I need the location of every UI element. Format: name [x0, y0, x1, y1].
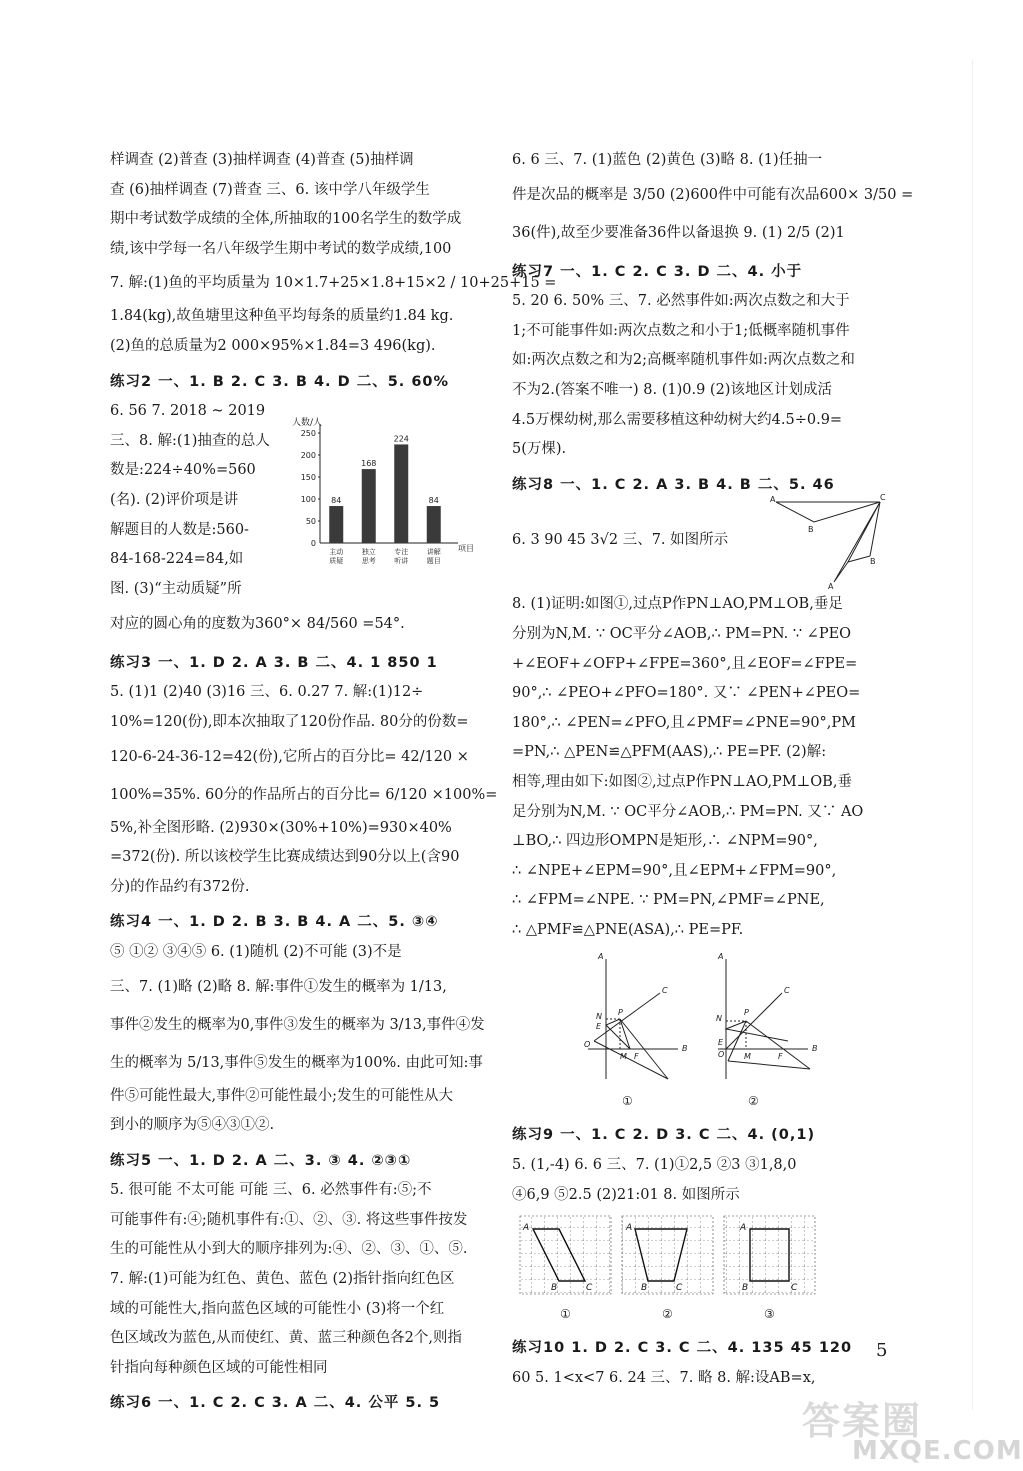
watermark-logo: 答案圈: [802, 1399, 923, 1443]
bar: [427, 506, 441, 543]
text-line: 色区域改为蓝色,从而使红、黄、蓝三种颜色各2个,则指: [110, 1330, 462, 1347]
y-axis-label: 人数/人: [292, 417, 323, 428]
svg-text:O: O: [718, 1050, 725, 1060]
text-line: 60 5. 1<x<7 6. 24 三、7. 略 8. 解:设AB=x,: [512, 1369, 816, 1386]
figure-label: ①: [622, 1094, 633, 1109]
svg-text:P: P: [744, 1008, 749, 1018]
y-tick-label: 250: [300, 428, 316, 438]
bar-value-label: 84: [331, 495, 342, 505]
category-label: 专注: [394, 547, 409, 556]
figure-label: ②: [748, 1094, 759, 1109]
text-line: 5. (1)1 (2)40 (3)16 三、6. 0.27 7. 解:(1)12÷: [110, 684, 424, 701]
svg-text:F: F: [778, 1052, 783, 1062]
grid-label: ③: [764, 1307, 775, 1322]
exercise-heading: 练习8 一、1. C 2. A 3. B 4. B 二、5. 46: [512, 476, 835, 493]
text-line: 6. 3 90 45 3√2 三、7. 如图所示: [512, 532, 729, 549]
text-line: 7. 解:(1)可能为红色、黄色、蓝色 (2)指针指向红色区: [110, 1271, 455, 1288]
text-line: 三、7. (1)略 (2)略 8. 解:事件①发生的概率为 1/13,: [110, 978, 447, 995]
grid-figures: [512, 1210, 886, 1328]
svg-text:N: N: [596, 1012, 602, 1022]
exercise-heading: 练习7 一、1. C 2. C 3. D 二、4. 小于: [512, 263, 803, 280]
svg-text:C: C: [662, 986, 668, 996]
svg-text:M: M: [620, 1052, 627, 1062]
exercise-heading: 练习9 一、1. C 2. D 3. C 二、4. (0,1): [512, 1127, 816, 1144]
text-line: +∠EOF+∠OFP+∠FPE=360°,且∠EOF=∠FPE=: [512, 655, 858, 672]
bar: [362, 469, 376, 543]
exercise-heading: 练习6 一、1. C 2. C 3. A 二、4. 公平 5. 5: [110, 1395, 441, 1412]
text-line: 84-168-224=84,如: [110, 551, 244, 568]
exercise-heading: 练习2 一、1. B 2. C 3. B 4. D 二、5. 60%: [110, 373, 450, 390]
svg-text:M: M: [744, 1052, 751, 1062]
svg-text:E: E: [596, 1022, 602, 1032]
text-line: 件是次品的概率是 3/50 (2)600件中可能有次品600× 3/50 =: [512, 186, 914, 203]
text-line: ∴ ∠NPE+∠EPM=90°,且∠EPM+∠FPM=90°,: [512, 862, 837, 879]
text-line: ∴ △PMF≌△PNE(ASA),∴ PE=PF.: [512, 921, 744, 938]
text-line: ⑤ ①② ③④⑤ 6. (1)随机 (2)不可能 (3)不是: [110, 943, 402, 960]
svg-text:N: N: [716, 1014, 722, 1024]
text-line: 120-6-24-36-12=42(份),它所占的百分比= 42/120 ×: [110, 748, 469, 765]
text-line: 8. (1)证明:如图①,过点P作PN⊥AO,PM⊥OB,垂足: [512, 596, 843, 613]
svg-text:A: A: [828, 582, 834, 592]
text-line: 三、8. 解:(1)抽查的总人: [110, 432, 270, 449]
text-line: 样调查 (2)普查 (3)抽样调查 (4)普查 (5)抽样调: [110, 152, 414, 168]
text-line: 5(万棵).: [512, 441, 567, 458]
svg-text:C: C: [880, 493, 886, 503]
text-line: 事件②发生的概率为0,事件③发生的概率为 3/13,事件④发: [110, 1016, 485, 1033]
grid-label: ②: [662, 1307, 673, 1322]
text-line: 5. 很可能 不太可能 可能 三、6. 必然事件有:⑤;不: [110, 1182, 432, 1199]
category-label: 主动: [329, 547, 344, 556]
text-line: 到小的顺序为⑤④③①②.: [110, 1117, 275, 1134]
text-line: 5. 20 6. 50% 三、7. 必然事件如:两次点数之和大于: [512, 293, 850, 310]
grid-label: ①: [560, 1307, 571, 1322]
text-line: 6. 56 7. 2018 ~ 2019: [110, 403, 266, 420]
text-line: 件⑤可能性最大,事件②可能性最小;发生的可能性从大: [110, 1087, 453, 1104]
svg-text:B: B: [808, 525, 814, 535]
svg-text:B: B: [812, 1044, 818, 1054]
text-line: 1;不可能事件如:两次点数之和小于1;低概率随机事件: [512, 322, 850, 339]
svg-text:A: A: [598, 952, 604, 962]
exercise-heading: 练习4 一、1. D 2. B 3. B 4. A 二、5. ③④: [110, 914, 439, 931]
bar: [394, 444, 408, 543]
text-line: 数是:224÷40%=560: [110, 462, 256, 479]
text-line: 解题目的人数是:560-: [110, 521, 249, 538]
svg-text:F: F: [634, 1052, 639, 1062]
text-line: 域的可能性大,指向蓝色区域的可能性小 (3)将一个红: [110, 1300, 445, 1317]
y-tick-label: 150: [300, 472, 316, 482]
text-line: 6. 6 三、7. (1)蓝色 (2)黄色 (3)略 8. (1)任抽一: [512, 152, 823, 168]
bar: [329, 506, 343, 543]
text-line: 针指向每种颜色区域的可能性相同: [110, 1359, 328, 1376]
triangle-figure-section: [512, 493, 886, 592]
text-line: 5. (1,-4) 6. 6 三、7. (1)①2,5 ②3 ③1,8,0: [512, 1157, 797, 1174]
category-label: 独立: [361, 547, 376, 556]
text-line: (名). (2)评价项是讲: [110, 491, 239, 508]
svg-text:P: P: [618, 1008, 623, 1018]
category-label: 质疑: [329, 556, 344, 565]
text-line: ⊥BO,∴ 四边形OMPN是矩形,∴ ∠NPM=90°,: [512, 833, 818, 850]
text-line: 如:两次点数之和为2;高概率随机事件如:两次点数之和: [512, 352, 855, 369]
bar-value-label: 168: [361, 458, 377, 468]
text-line: 绩,该中学每一名八年级学生期中考试的数学成绩,100: [110, 240, 452, 257]
svg-text:O: O: [584, 1040, 591, 1050]
text-line: 5%,补全图形略. (2)930×(30%+10%)=930×40%: [110, 819, 452, 836]
category-label: 思考: [361, 556, 376, 565]
svg-text:A: A: [770, 495, 776, 505]
category-label: 题目: [426, 556, 441, 565]
exercise-heading: 练习5 一、1. D 2. A 二、3. ③ 4. ②③①: [110, 1152, 412, 1169]
text-line: 90°,∴ ∠PEO+∠PFO=180°. 又∵ ∠PEN+∠PEO=: [512, 685, 861, 702]
category-label: 讲解: [426, 547, 441, 556]
text-line: 36(件),故至少要准备36件以备退换 9. (1) 2/5 (2)1: [512, 224, 845, 241]
text-line: 100%=35%. 60分的作品所占的百分比= 6/120 ×100%=: [110, 786, 498, 803]
angle-figures: [512, 945, 886, 1115]
category-label: 听讲: [394, 556, 409, 565]
text-line: 生的概率为 5/13,事件⑤发生的概率为100%. 由此可知:事: [110, 1054, 483, 1071]
bar-value-label: 224: [393, 434, 409, 444]
svg-text:B: B: [551, 1283, 558, 1294]
svg-text:A: A: [523, 1223, 530, 1234]
svg-text:C: C: [676, 1283, 683, 1294]
text-line: =372(份). 所以该校学生比赛成绩达到90分以上(含90: [110, 849, 460, 866]
svg-text:E: E: [718, 1038, 724, 1048]
right-column: [512, 146, 914, 1393]
svg-text:B: B: [870, 557, 876, 567]
text-line: 分)的作品约有372份.: [110, 878, 250, 895]
triangle-diagram: [770, 494, 886, 590]
grid-diagrams: [518, 1214, 818, 1326]
text-line: 足分别为N,M. ∵ OC平分∠AOB,∴ PM=PN. 又∵ AO: [512, 803, 864, 820]
chart-section: [110, 417, 474, 605]
text-line: 相等,理由如下:如图②,过点P作PN⊥AO,PM⊥OB,垂: [512, 773, 852, 790]
x-axis-label: 项目: [458, 543, 474, 553]
svg-text:C: C: [784, 986, 790, 996]
exercise-heading: 练习3 一、1. D 2. A 3. B 二、4. 1 850 1: [110, 654, 438, 671]
text-line: 10%=120(份),即本次抽取了120份作品. 80分的份数=: [110, 713, 469, 730]
text-line: 分别为N,M. ∵ OC平分∠AOB,∴ PM=PN. ∵ ∠PEO: [512, 625, 852, 642]
text-line: 图. (3)“主动质疑”所: [110, 580, 242, 597]
y-tick-label: 0: [310, 538, 316, 548]
page-number: 5: [876, 1340, 888, 1361]
text-line: 可能事件有:④;随机事件有:①、②、③. 将这些事件按发: [110, 1211, 468, 1228]
text-line: ∴ ∠FPM=∠NPE. ∵ PM=PN,∠PMF=∠PNE,: [512, 892, 825, 909]
y-tick-label: 50: [305, 516, 316, 526]
text-line: 生的可能性从小到大的顺序排列为:④、②、③、①、⑤.: [110, 1241, 468, 1258]
text-line: 180°,∴ ∠PEN=∠PFO,且∠PMF=∠PNE=90°,PM: [512, 714, 857, 731]
text-line: 对应的圆心角的度数为360°× 84/560 =54°.: [110, 615, 405, 632]
svg-text:C: C: [791, 1283, 798, 1294]
bar-value-label: 84: [428, 495, 439, 505]
text-line: 1.84(kg),故鱼塘里这种鱼平均每条的质量约1.84 kg.: [110, 308, 454, 325]
svg-text:B: B: [682, 1044, 688, 1054]
angle-diagrams: [578, 949, 818, 1113]
svg-text:A: A: [718, 952, 724, 962]
svg-text:B: B: [641, 1283, 648, 1294]
text-line: =PN,∴ △PEN≌△PFM(AAS),∴ PE=PF. (2)解:: [512, 744, 827, 761]
y-tick-label: 200: [300, 450, 316, 460]
text-line: 4.5万棵幼树,那么需要移植这种幼树大约4.5÷0.9=: [512, 411, 843, 428]
exercise-heading: 练习10 1. D 2. C 3. C 二、4. 135 45 120: [512, 1340, 853, 1357]
text-line: ④6,9 ⑤2.5 (2)21:01 8. 如图所示: [512, 1186, 740, 1203]
bar-chart: [286, 413, 480, 571]
svg-text:C: C: [586, 1283, 593, 1294]
watermark-url: MXQE.COM: [852, 1436, 1023, 1466]
text-line: 7. 解:(1)鱼的平均质量为 10×1.7+25×1.8+15×2 / 10+25+15 =: [110, 275, 557, 292]
svg-text:A: A: [740, 1223, 747, 1234]
text-line: 期中考试数学成绩的全体,所抽取的100名学生的数学成: [110, 211, 462, 228]
svg-text:B: B: [742, 1283, 749, 1294]
text-line: 查 (6)抽样调查 (7)普查 三、6. 该中学八年级学生: [110, 181, 430, 198]
y-tick-label: 100: [300, 494, 316, 504]
page-edge: [972, 60, 973, 1410]
svg-text:A: A: [626, 1223, 633, 1234]
text-line: 不为2.(答案不唯一) 8. (1)0.9 (2)该地区计划成活: [512, 381, 832, 398]
text-line: (2)鱼的总质量为2 000×95%×1.84=3 496(kg).: [110, 337, 436, 354]
